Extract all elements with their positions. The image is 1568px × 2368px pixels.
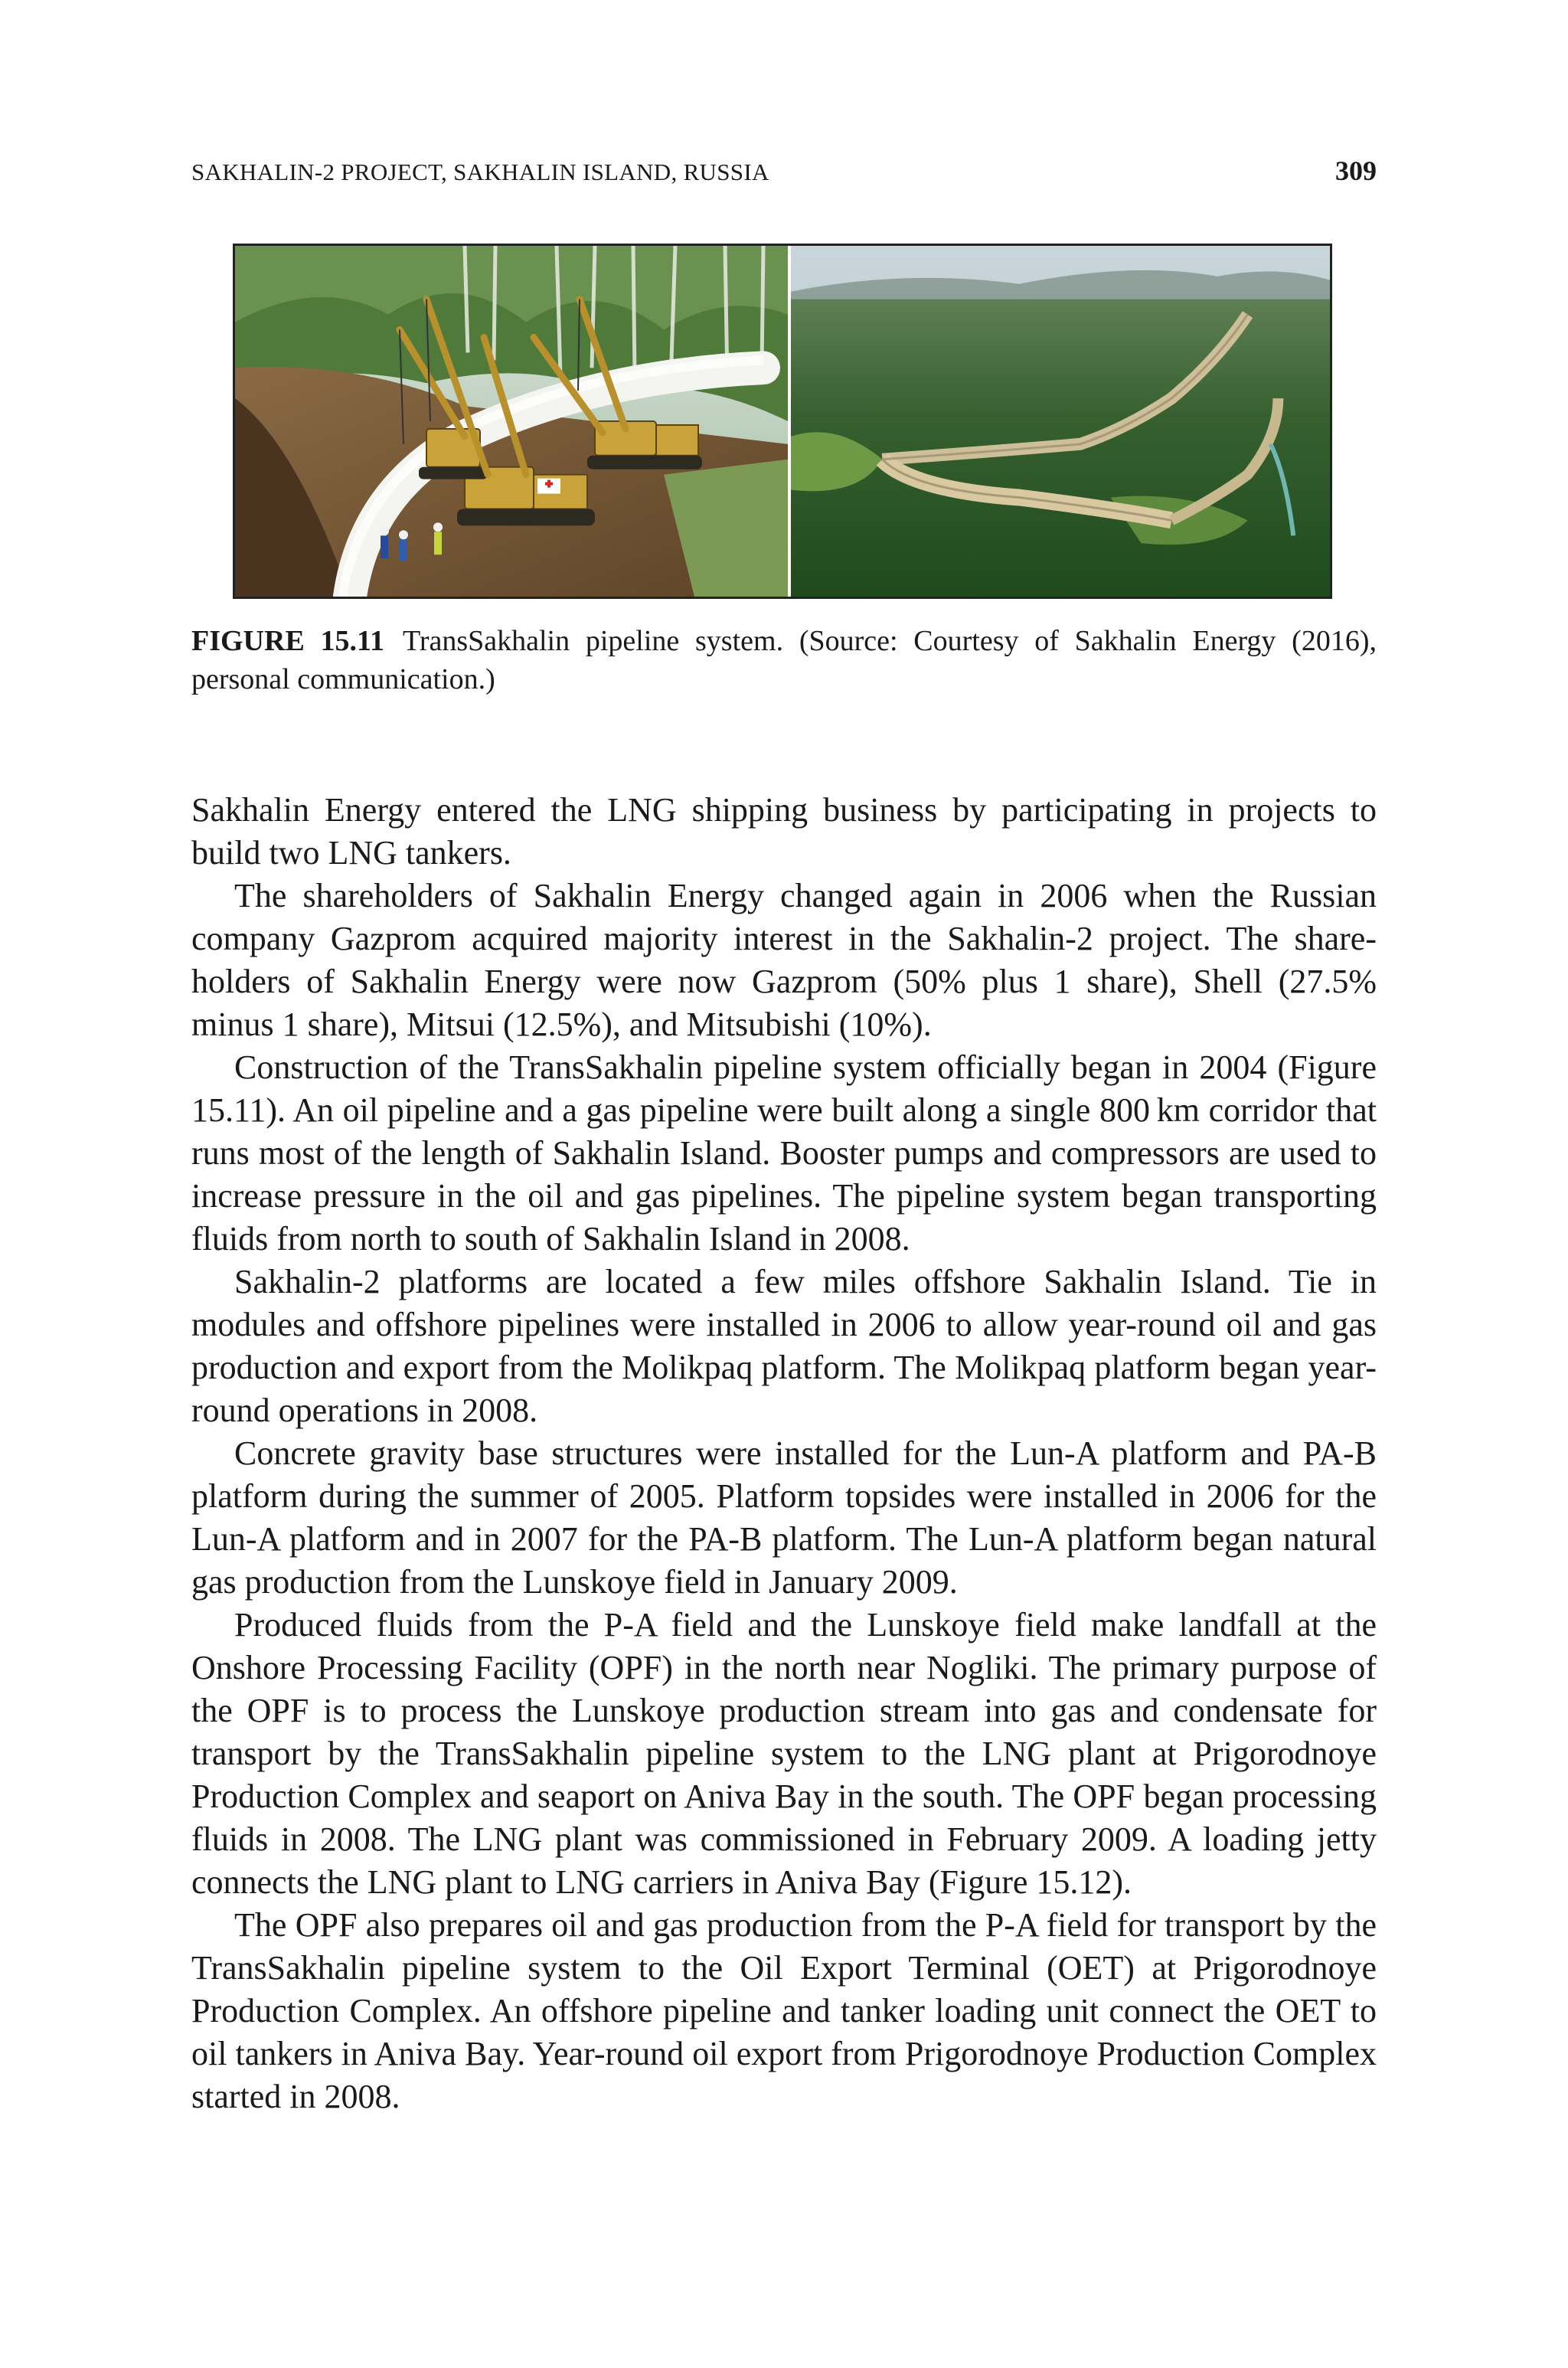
running-head (191, 155, 1377, 187)
figure-caption (191, 622, 1377, 698)
figure-caption-text: TransSakhalin pipeline system. (Source: Courtesy of Sakhalin Energy (2016), personal communication.) (191, 625, 1377, 695)
figure-15-11 (233, 244, 1332, 599)
figure-label: FIGURE 15.11 (191, 625, 384, 657)
pipeline-construction-photo (235, 246, 791, 597)
paragraph: Produced fluids from the P-A field and the Lunskoye field make landfall at the Onshore Processing Facility (OPF) in the north near Nogliki. The primary purpose of the OPF is to process the Lunskoye production stream into gas and condensate for transport by the TransSakhalin pipeline system to the LNG plant at Prigorodnoye Production Complex and seaport on Aniva Bay in the south. The OPF began processing fluids in 2008. The LNG plant was commissioned in February 2009. A loading jetty connects the LNG plant to LNG carriers in Aniva Bay (Figure 15.12). (191, 1606, 1377, 1901)
running-title: SAKHALIN-2 PROJECT, SAKHALIN ISLAND, RUSSIA (191, 159, 769, 185)
paragraph: Concrete gravity base structures were installed for the Lun-A platform and PA-B platform during the summer of 2005. Platform topsides were installed in 2006 for the Lun-A platform and in 2007 for the PA-B platform. The Lun-A platform began natural gas production from the Lunskoye field in January 2009. (191, 1434, 1377, 1601)
pipeline-corridor-aerial-photo (791, 246, 1330, 597)
body-text (191, 789, 1377, 2118)
paragraph: Sakhalin Energy entered the LNG shipping business by participating in projects to build two LNG tankers. (191, 791, 1377, 872)
page-number: 309 (1335, 155, 1377, 186)
paragraph: The shareholders of Sakhalin Energy changed again in 2006 when the Russian company Gazprom acquired majority interest in the Sakhalin-2 project. The shareholders of Sakhalin Energy were now Gazprom (50% plus 1 share), Shell (27.5% minus 1 share), Mitsui (12.5%), and Mitsubishi (10%). (191, 877, 1377, 1043)
paragraph: Sakhalin-2 platforms are located a few miles offshore Sakhalin Island. Tie in modules and offshore pipelines were installed in 2006 to allow year-round oil and gas production and export from the Molikpaq platform. The Molikpaq platform began year-round operations in 2008. (191, 1263, 1377, 1429)
paragraph: The OPF also prepares oil and gas production from the P-A field for transport by the TransSakhalin pipeline system to the Oil Export Terminal (OET) at Prigorodnoye Production Complex. An offshore pipeline and tanker loading unit connect the OET to oil tankers in Aniva Bay. Year-round oil export from Prigorodnoye Production Complex started in 2008. (191, 1906, 1377, 2115)
paragraph: Construction of the TransSakhalin pipeline system officially began in 2004 (Figure 15.11). An oil pipeline and a gas pipeline were built along a single 800 km corridor that runs most of the length of Sakhalin Island. Booster pumps and compressors are used to increase pressure in the oil and gas pipelines. The pipeline system began transporting fluids from north to south of Sakhalin Island in 2008. (191, 1048, 1377, 1258)
